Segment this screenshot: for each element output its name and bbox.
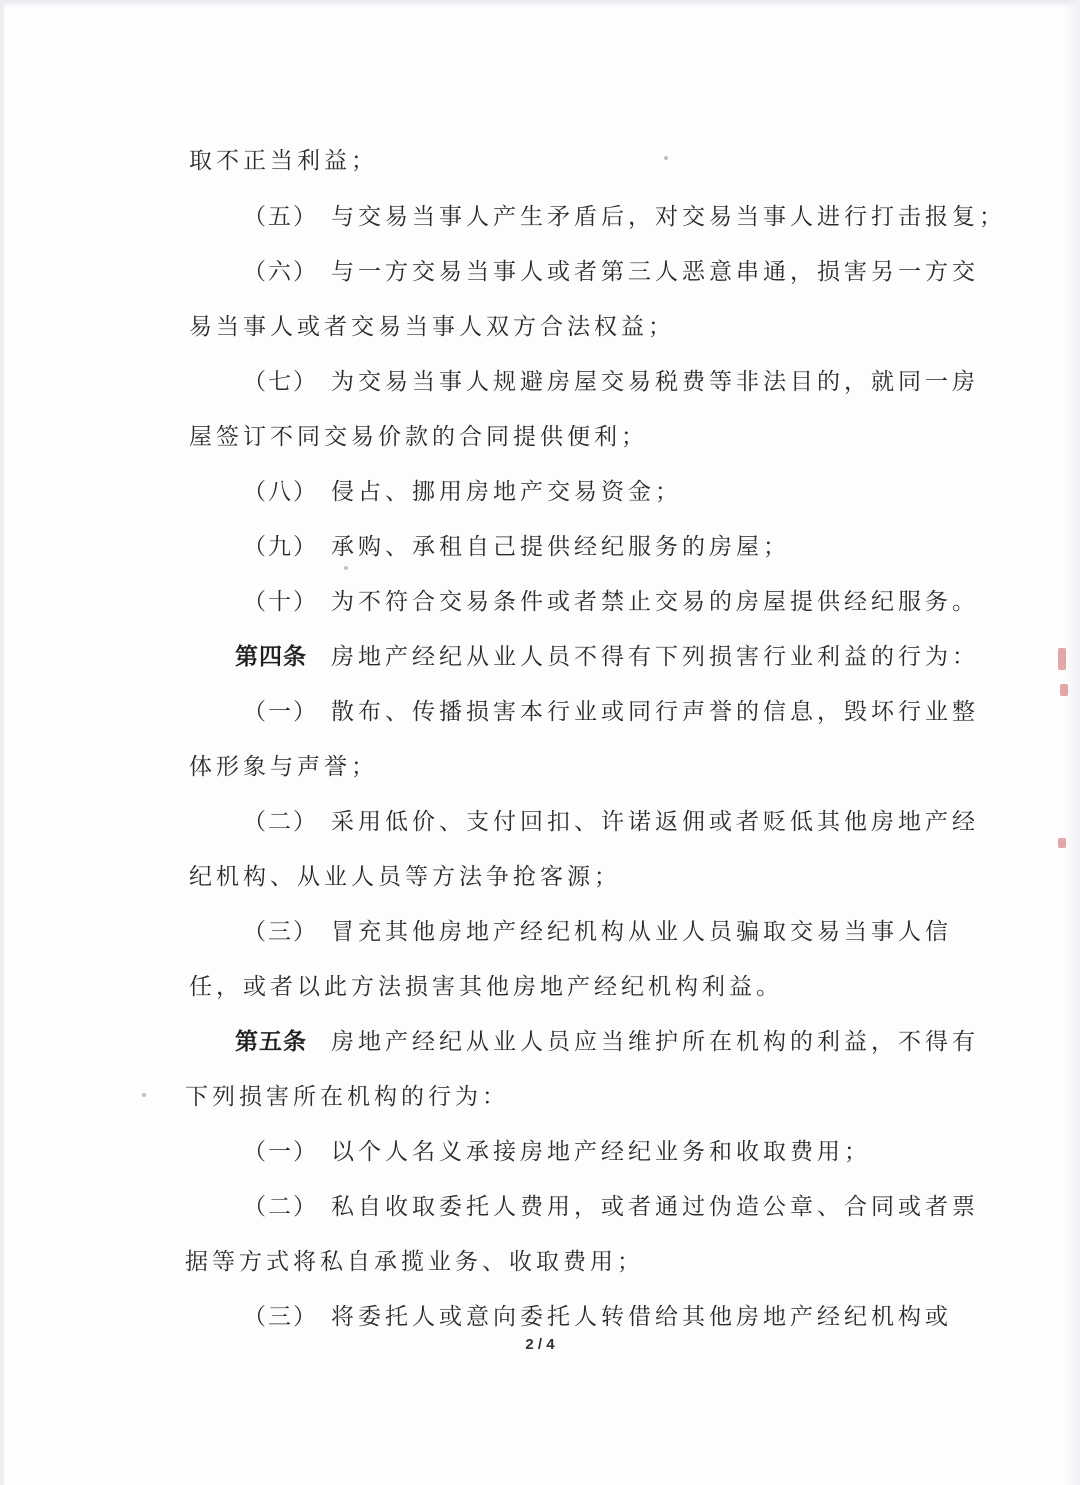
stamp-mark xyxy=(1058,838,1066,848)
item-text: 以个人名义承接房地产经纪业务和收取费用； xyxy=(331,1139,871,1165)
scan-edge xyxy=(1064,0,1080,1485)
article-heading xyxy=(235,1027,979,1057)
list-item xyxy=(243,257,979,287)
article-number: 第四条 xyxy=(235,644,307,670)
text-line: 纪机构、从业人员等方法争抢客源； xyxy=(189,864,621,890)
item-text: 散布、传播损害本行业或同行声誉的信息，毁坏行业整 xyxy=(331,699,979,725)
item-text: 为交易当事人规避房屋交易税费等非法目的，就同一房 xyxy=(331,369,979,395)
list-item xyxy=(243,807,979,837)
item-text: 私自收取委托人费用，或者通过伪造公章、合同或者票 xyxy=(331,1194,979,1220)
list-item xyxy=(243,1302,952,1332)
item-text: 为不符合交易条件或者禁止交易的房屋提供经纪服务。 xyxy=(331,589,979,615)
item-number: （一） xyxy=(243,699,318,725)
scan-speck xyxy=(344,566,348,570)
text-line: 易当事人或者交易当事人双方合法权益； xyxy=(189,314,675,340)
text-line: 任，或者以此方法损害其他房地产经纪机构利益。 xyxy=(189,974,783,1000)
item-number: （一） xyxy=(243,1139,318,1165)
list-item xyxy=(243,477,682,507)
list-item xyxy=(243,587,979,617)
item-text: 与交易当事人产生矛盾后，对交易当事人进行打击报复； xyxy=(331,204,1006,230)
text-line: 据等方式将私自承揽业务、收取费用； xyxy=(185,1249,644,1275)
list-item xyxy=(243,367,979,397)
list-item xyxy=(243,917,952,947)
article-heading xyxy=(235,642,979,672)
item-text: 与一方交易当事人或者第三人恶意串通，损害另一方交 xyxy=(331,259,979,285)
text-line: 下列损害所在机构的行为： xyxy=(185,1084,509,1110)
item-number: （三） xyxy=(243,919,318,945)
scan-edge xyxy=(0,0,1080,8)
scan-edge xyxy=(0,0,4,1485)
stamp-mark xyxy=(1058,648,1066,670)
item-number: （二） xyxy=(243,1194,318,1220)
article-number: 第五条 xyxy=(235,1029,307,1055)
article-text: 房地产经纪从业人员应当维护所在机构的利益，不得有 xyxy=(331,1029,979,1055)
scan-speck xyxy=(664,156,668,160)
page-number: 2 / 4 xyxy=(525,1336,555,1353)
list-item xyxy=(243,697,979,727)
list-item xyxy=(243,1137,871,1167)
item-number: （六） xyxy=(243,259,318,285)
item-text: 将委托人或意向委托人转借给其他房地产经纪机构或 xyxy=(331,1304,952,1330)
item-number: （三） xyxy=(243,1304,318,1330)
item-text: 采用低价、支付回扣、许诺返佣或者贬低其他房地产经 xyxy=(331,809,979,835)
stamp-mark xyxy=(1060,684,1068,696)
item-number: （二） xyxy=(243,809,318,835)
text-line: 体形象与声誉； xyxy=(189,754,378,780)
list-item xyxy=(243,1192,979,1222)
item-text: 冒充其他房地产经纪机构从业人员骗取交易当事人信 xyxy=(331,919,952,945)
item-text: 承购、承租自己提供经纪服务的房屋； xyxy=(331,534,790,560)
item-number: （七） xyxy=(243,369,318,395)
text-line: 取不正当利益； xyxy=(189,148,378,174)
list-item xyxy=(243,202,1006,232)
item-text: 侵占、挪用房地产交易资金； xyxy=(331,479,682,505)
list-item xyxy=(243,532,790,562)
item-number: （五） xyxy=(243,204,318,230)
item-number: （九） xyxy=(243,534,318,560)
scan-speck xyxy=(142,1093,146,1097)
text-line: 屋签订不同交易价款的合同提供便利； xyxy=(189,424,648,450)
item-number: （十） xyxy=(243,589,318,615)
article-text: 房地产经纪从业人员不得有下列损害行业利益的行为： xyxy=(331,644,979,670)
item-number: （八） xyxy=(243,479,318,505)
